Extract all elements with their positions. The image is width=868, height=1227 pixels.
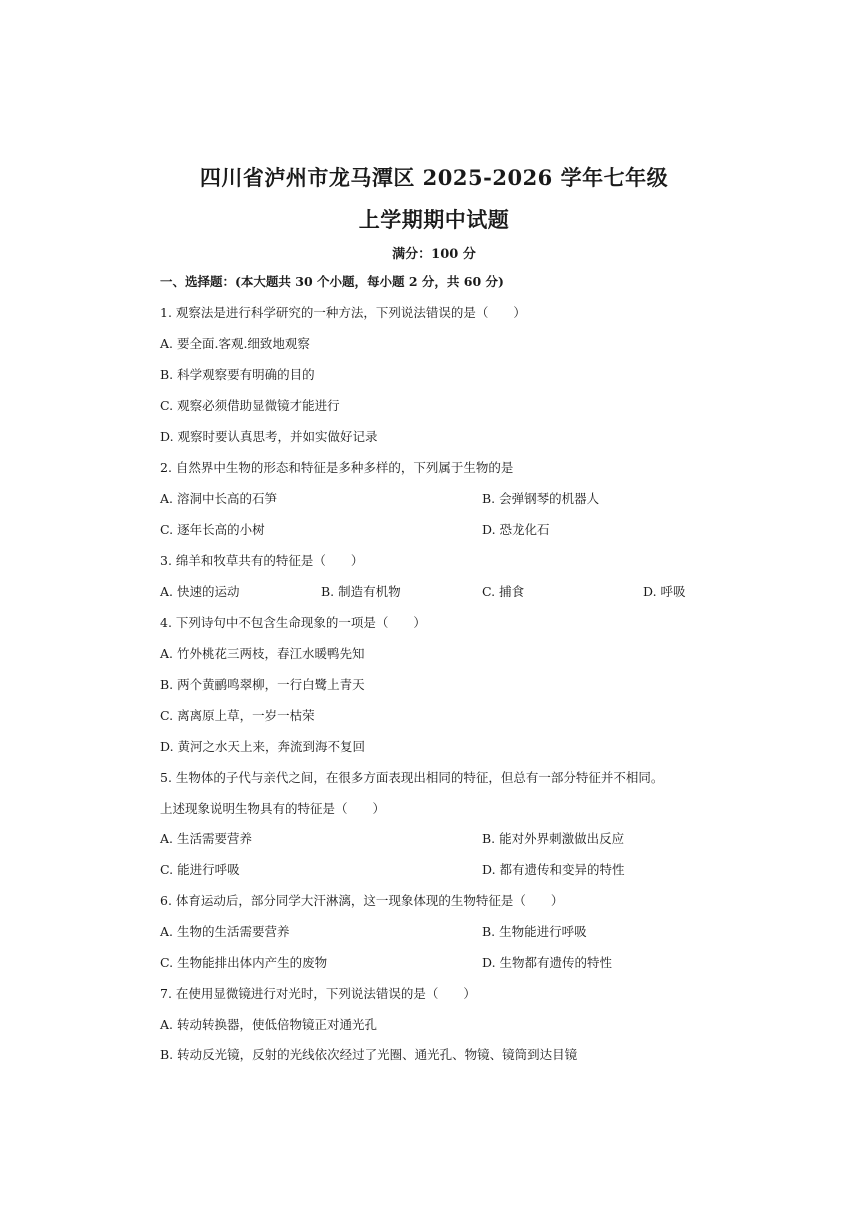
question-5-option-b: B. 能对外界刺激做出反应 (482, 831, 625, 846)
question-3-option-a: A. 快速的运动 (160, 584, 240, 599)
question-2-option-d: D. 恐龙化石 (482, 522, 550, 537)
question-6-stem: 6. 体育运动后，部分同学大汗淋漓，这一现象体现的生物特征是（ ） (160, 893, 564, 908)
question-6-option-d: D. 生物都有遗传的特性 (482, 955, 613, 970)
question-7-stem: 7. 在使用显微镜进行对光时，下列说法错误的是（ ） (160, 986, 476, 1001)
question-3-option-d: D. 呼吸 (643, 584, 686, 599)
question-4-option-c: C. 离离原上草，一岁一枯荣 (160, 708, 315, 723)
question-5-option-c: C. 能进行呼吸 (160, 862, 240, 877)
question-4-stem: 4. 下列诗句中不包含生命现象的一项是（ ） (160, 615, 426, 630)
question-5-option-d: D. 都有遗传和变异的特性 (482, 862, 625, 877)
question-5-stem: 5. 生物体的子代与亲代之间，在很多方面表现出相同的特征，但总有一部分特征并不相同。 (160, 770, 664, 785)
question-3-stem: 3. 绵羊和牧草共有的特征是（ ） (160, 553, 364, 568)
question-2-option-c: C. 逐年长高的小树 (160, 522, 265, 537)
question-3-option-c: C. 捕食 (482, 584, 525, 599)
full-score: 满分：100 分 (392, 247, 476, 262)
question-4-option-d: D. 黄河之水天上来，奔流到海不复回 (160, 739, 366, 754)
question-6-option-a: A. 生物的生活需要营养 (160, 924, 290, 939)
question-1-option-a: A. 要全面.客观.细致地观察 (160, 336, 310, 351)
question-1-stem: 1. 观察法是进行科学研究的一种方法，下列说法错误的是（ ） (160, 305, 526, 320)
question-5-option-a: A. 生活需要营养 (160, 831, 252, 846)
question-1-option-d: D. 观察时要认真思考，并如实做好记录 (160, 429, 378, 444)
question-6-option-c: C. 生物能排出体内产生的废物 (160, 955, 328, 970)
question-7-option-a: A. 转动转换器，使低倍物镜正对通光孔 (160, 1017, 377, 1032)
question-4-option-b: B. 两个黄鹂鸣翠柳，一行白鹭上青天 (160, 677, 365, 692)
question-6-option-b: B. 生物能进行呼吸 (482, 924, 587, 939)
question-1-option-b: B. 科学观察要有明确的目的 (160, 367, 315, 382)
exam-title-line2: 上学期期中试题 (358, 207, 510, 232)
question-2-stem: 2. 自然界中生物的形态和特征是多种多样的，下列属于生物的是 (160, 460, 514, 475)
question-2-option-b: B. 会弹钢琴的机器人 (482, 491, 600, 506)
question-2-option-a: A. 溶洞中长高的石笋 (160, 491, 277, 506)
question-4-option-a: A. 竹外桃花三两枝，春江水暖鸭先知 (160, 646, 365, 661)
question-5-stem-continued: 上述现象说明生物具有的特征是（ ） (160, 801, 386, 816)
section-heading: 一、选择题：(本大题共 30 个小题，每小题 2 分，共 60 分) (160, 274, 504, 289)
question-1-option-c: C. 观察必须借助显微镜才能进行 (160, 398, 340, 413)
exam-title-line1: 四川省泸州市龙马潭区 2025-2026 学年七年级 (199, 165, 669, 190)
question-7-option-b: B. 转动反光镜，反射的光线依次经过了光圈、通光孔、物镜、镜筒到达目镜 (160, 1047, 578, 1062)
question-3-option-b: B. 制造有机物 (321, 584, 401, 599)
